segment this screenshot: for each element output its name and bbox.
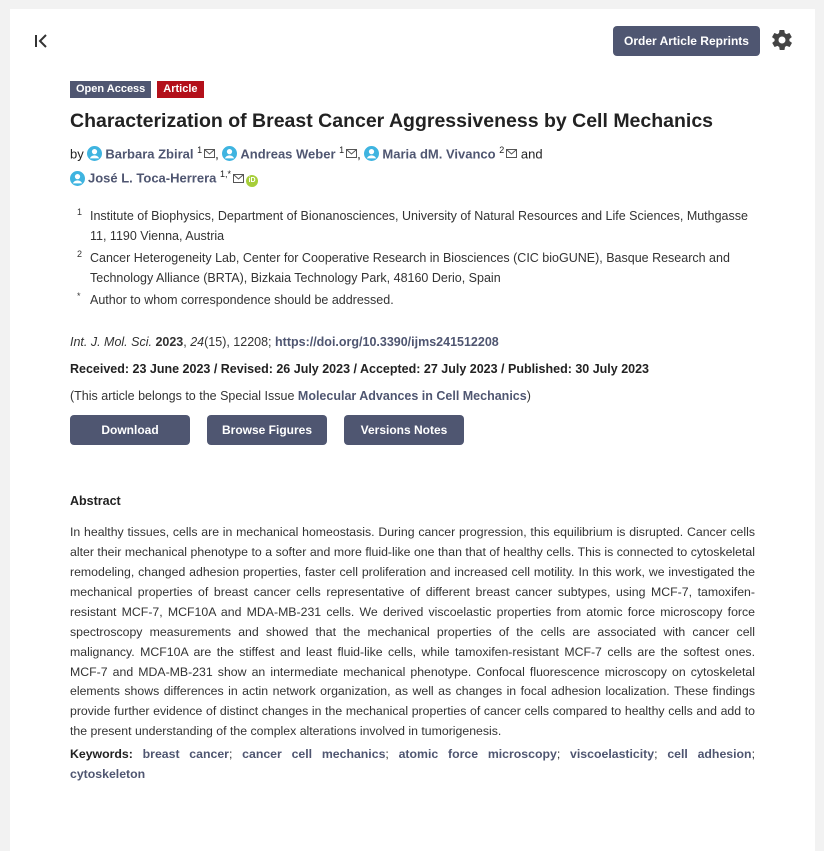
keyword-link[interactable]: viscoelasticity — [570, 747, 655, 762]
affiliation-text: Author to whom correspondence should be addressed. — [90, 292, 394, 307]
gear-icon[interactable] — [770, 28, 794, 52]
affiliation-number: 2 — [77, 248, 83, 259]
journal-name: Int. J. Mol. Sci. — [70, 335, 152, 350]
keywords: Keywords: breast cancer; cancer cell mechanics; atomic force microscopy; viscoelasticity; cell adhesion; cytoskeleton — [70, 747, 755, 782]
affiliation-text: Institute of Biophysics, Department of Bionanosciences, University of Natural Resources and Life Sciences, Muthgasse 11, 1190 Vienna, Austria — [90, 208, 748, 244]
citation-issue-pages: (15), 12208; — [204, 335, 276, 350]
citation-year: 2023 — [155, 335, 184, 350]
action-buttons — [70, 415, 755, 445]
order-reprints-button[interactable]: Order Article Reprints — [613, 26, 760, 56]
affiliation-item — [70, 206, 755, 247]
mail-icon[interactable] — [506, 149, 517, 158]
special-issue-suffix: ) — [526, 389, 531, 404]
article-title: Characterization of Breast Cancer Aggressiveness by Cell Mechanics — [70, 110, 714, 132]
and-label: and — [520, 146, 543, 162]
citation-volume: 24 — [190, 335, 205, 350]
keyword-link[interactable]: cytoskeleton — [70, 767, 146, 782]
author-icon — [364, 146, 379, 161]
keyword-link[interactable]: breast cancer — [142, 747, 229, 762]
affiliation-item — [70, 248, 755, 289]
keywords-label: Keywords: — [70, 747, 133, 762]
citation: Int. J. Mol. Sci. 2023, 24(15), 12208; https://doi.org/10.3390/ijms241512208 — [70, 335, 499, 350]
versions-notes-button[interactable]: Versions Notes — [344, 415, 464, 445]
mail-icon[interactable] — [204, 149, 215, 158]
keyword-link[interactable]: cancer cell mechanics — [242, 747, 386, 762]
affiliation-number: 1 — [77, 206, 83, 217]
open-access-badge: Open Access — [70, 81, 151, 98]
author-affiliation-sup: 1,* — [220, 169, 232, 180]
article-content — [70, 81, 755, 784]
browse-figures-button[interactable]: Browse Figures — [207, 415, 327, 445]
collapse-left-icon[interactable] — [32, 31, 52, 51]
publication-dates: Received: 23 June 2023 / Revised: 26 July 2023 / Accepted: 27 July 2023 / Published: 30 July 2023 — [70, 362, 650, 377]
article-page — [10, 9, 815, 851]
affiliation-item — [70, 290, 755, 311]
author-name[interactable]: Maria dM. Vivanco — [382, 146, 496, 162]
author-icon — [222, 146, 237, 161]
download-button[interactable]: Download — [70, 415, 190, 445]
author-name[interactable]: José L. Toca-Herrera — [88, 170, 217, 186]
author-icon — [70, 171, 85, 186]
badges — [70, 81, 755, 98]
by-label: by — [70, 146, 84, 162]
keyword-link[interactable]: atomic force microscopy — [398, 747, 557, 762]
author-icon — [87, 146, 102, 161]
author-name[interactable]: Barbara Zbiral — [105, 146, 194, 162]
special-issue — [70, 389, 755, 403]
special-issue-prefix: (This article belongs to the Special Issue — [70, 389, 298, 404]
author-affiliation-sup: 1 — [339, 145, 345, 155]
mail-icon[interactable] — [233, 174, 244, 183]
author-affiliation-sup: 1 — [197, 145, 203, 155]
orcid-icon[interactable]: iD — [246, 175, 258, 187]
author-list: by Barbara Zbiral $^1$ , Andreas Weber $^1$ , Maria dM. Vivanco $^2$ and José L. Toca-Herrera $^{1,*}$iD — [70, 145, 543, 186]
author-affiliation-sup: 2 — [499, 145, 505, 155]
author-name[interactable]: Andreas Weber — [240, 146, 336, 162]
abstract-heading: Abstract — [70, 494, 121, 509]
doi-link[interactable]: https://doi.org/10.3390/ijms241512208 — [275, 335, 499, 350]
keyword-link[interactable]: cell adhesion — [667, 747, 752, 762]
abstract-text: In healthy tissues, cells are in mechanical homeostasis. During cancer progression, this equilibrium is disrupted. Cancer cells alter their mechanical phenotype to a softer and more fluid-like one than that of healthy cells. This is connected to cytoskeletal remodeling, changed adhesion properties, faster cell proliferation and increased cell motility. In this work, we investigated the mechanical properties of breast cancer cells representative of different breast cancer subtypes, using MCF-7, tamoxifen-resistant MCF-7, MCF10A and MDA-MB-231 cells. We derived viscoelastic properties from atomic force microscopy force spectroscopy measurements and showed that the mechanical properties of the cells are associated with cancer cell malignancy. MCF10A are the stiffest and least fluid-like cells, while tamoxifen-resistant MCF-7 cells are the softest ones. MCF-7 and MDA-MB-231 show an intermediate mechanical phenotype. Confocal fluorescence microscopy on cytoskeletal elements shows differences in actin network organization, as well as changes in focal adhesion localization. These findings provide further evidence of distinct changes in the mechanical properties of cancer cells compared to healthy cells and add to the present understanding of the complex alterations involved in tumorigenesis. — [70, 525, 755, 739]
mail-icon[interactable] — [346, 149, 357, 158]
affiliation-number: * — [77, 290, 81, 301]
affiliations — [70, 206, 755, 311]
affiliation-text: Cancer Heterogeneity Lab, Center for Cooperative Research in Biosciences (CIC bioGUNE), Basque Research and Technology Alliance (BRTA), Bizkaia Technology Park, 48160 Derio, Spain — [90, 250, 730, 286]
special-issue-link[interactable]: Molecular Advances in Cell Mechanics — [297, 389, 527, 404]
article-type-badge: Article — [157, 81, 203, 98]
